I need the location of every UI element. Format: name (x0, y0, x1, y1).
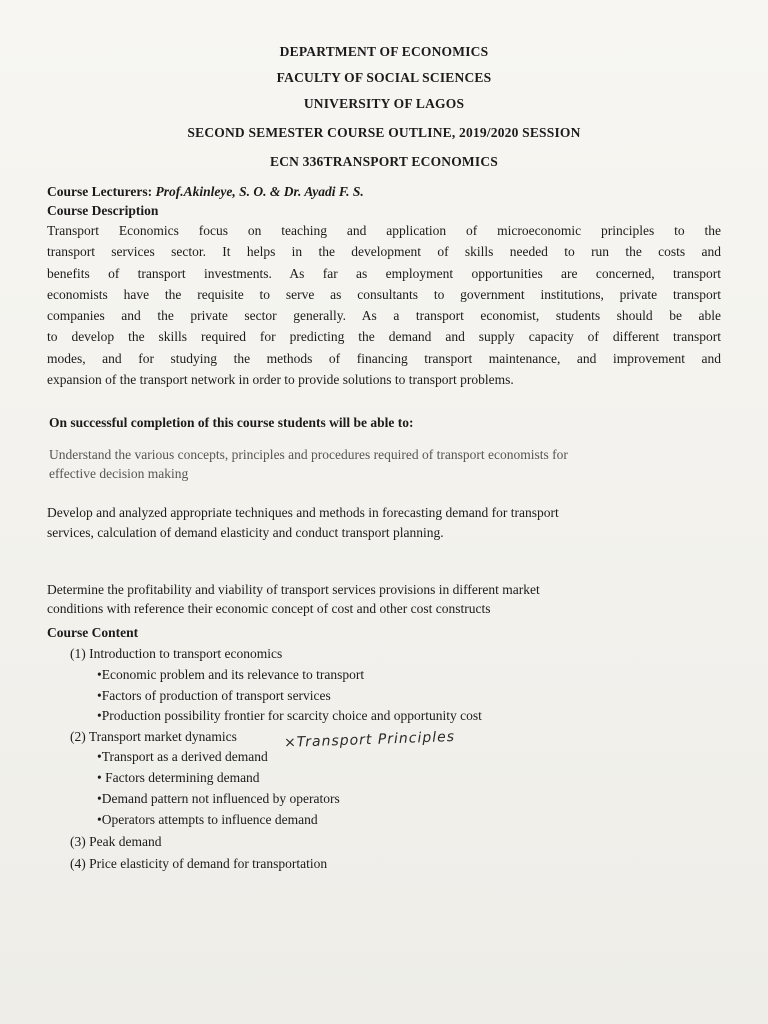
lecturers-line (47, 184, 364, 200)
description-line: expansion of the transport network in order to provide solutions to transport problems. (47, 372, 514, 388)
list-item: •Production possibility frontier for scarcity choice and opportunity cost (97, 708, 482, 723)
faculty-heading: FACULTY OF SOCIAL SCIENCES (276, 70, 492, 85)
description-line: Transport Economics focus on teaching and application of microeconomic principles to the (47, 223, 721, 238)
section-4-title: (4) Price elasticity of demand for transportation (70, 856, 328, 871)
content-heading: Course Content (47, 625, 139, 640)
description-line: modes, and for studying the methods of financing transport maintenance, and improvement and (47, 350, 721, 366)
section-2-title: (2) Transport market dynamics (70, 729, 237, 744)
description-line: benefits of transport investments. As far as employment opportunities are concerned, transport (47, 265, 721, 281)
description-paragraph (47, 220, 721, 390)
outcome-3-line-1: Determine the profitability and viability of transport services provisions in different market (47, 582, 540, 597)
description-line: transport services sector. It helps in the development of skills needed to run the costs and (47, 244, 721, 260)
course-title: ECN 336TRANSPORT ECONOMICS (269, 154, 498, 169)
lecturers-value: Prof.Akinleye, S. O. & Dr. Ayadi F. S. (152, 184, 364, 199)
outcome-1-line-1: Understand the various concepts, principles and procedures required of transport economists for (49, 447, 568, 462)
list-item: •Factors of production of transport services (97, 688, 331, 703)
list-item: •Transport as a derived demand (97, 749, 268, 764)
list-item: • Factors determining demand (97, 770, 260, 785)
description-line: companies and the private sector generally. As a transport economist, students should be able (47, 308, 721, 324)
list-item: •Operators attempts to influence demand (97, 812, 318, 827)
handwritten-note: ×Transport Principles (283, 729, 456, 751)
description-heading: Course Description (47, 203, 159, 218)
outcome-2-line-1: Develop and analyzed appropriate techniques and methods in forecasting demand for transport (47, 505, 559, 520)
outcome-2-line-2: services, calculation of demand elasticity and conduct transport planning. (47, 525, 444, 540)
list-item: •Demand pattern not influenced by operators (97, 791, 340, 806)
session-heading: SECOND SEMESTER COURSE OUTLINE, 2019/2020 SESSION (187, 125, 581, 140)
section-1-title: (1) Introduction to transport economics (70, 646, 283, 661)
university-heading: UNIVERSITY OF LAGOS (303, 96, 465, 111)
outcomes-heading: On successful completion of this course students will be able to: (49, 415, 414, 430)
list-item: •Economic problem and its relevance to transport (97, 667, 365, 682)
department-heading: DEPARTMENT OF ECONOMICS (279, 44, 489, 59)
description-line: economists have the requisite to serve as consultants to government institutions, private transport (47, 286, 721, 302)
lecturers-label: Course Lecturers: (47, 184, 153, 199)
description-line: to develop the skills required for predicting the demand and supply capacity of different transport (47, 329, 721, 345)
outcome-1-line-2: effective decision making (49, 466, 189, 481)
outcome-3-line-2: conditions with reference their economic concept of cost and other cost constructs (47, 601, 491, 616)
section-3-title: (3) Peak demand (70, 834, 162, 849)
